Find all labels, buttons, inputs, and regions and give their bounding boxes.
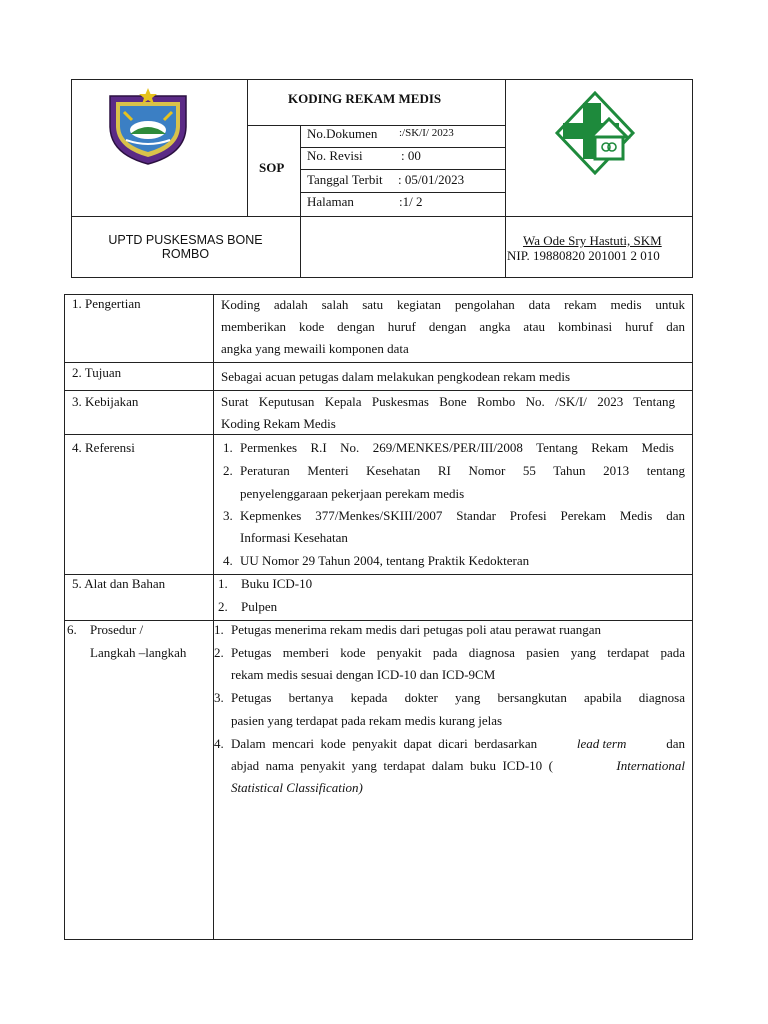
- prosedur-num: 1.: [214, 622, 224, 637]
- kebijakan-line: Surat Keputusan Kepala Puskesmas Bone Rombo No. /SK/I/ 2023 Tentang: [221, 394, 675, 409]
- prosedur-line: Statistical Classification): [231, 780, 363, 795]
- section-label-prosedur: Langkah –langkah: [90, 645, 187, 660]
- prosedur-line: Petugas bertanya kepada dokter yang bersangkutan apabila diagnosa: [231, 690, 685, 705]
- prosedur-num: 2.: [214, 645, 224, 660]
- referensi-line: Peraturan Menteri Kesehatan RI Nomor 55 Tahun 2013 tentang: [240, 463, 685, 478]
- org-name-line2: ROMBO: [161, 247, 210, 261]
- alat-item: Buku ICD-10: [241, 576, 313, 591]
- doc-number-label: No.Dokumen: [307, 126, 378, 141]
- prosedur-line: pasien yang terdapat pada rekam medis kurang jelas: [231, 713, 503, 728]
- referensi-line: UU Nomor 29 Tahun 2004, tentang Praktik Kedokteran: [240, 553, 530, 568]
- signer-nip: NIP. 19880820 201001 2 010: [507, 248, 660, 263]
- revision-label: No. Revisi: [307, 148, 363, 163]
- section-label-referensi: 4. Referensi: [72, 440, 135, 455]
- revision-value: : 00: [401, 148, 421, 163]
- issue-date-label: Tanggal Terbit: [307, 172, 383, 187]
- puskesmas-logo: [553, 91, 637, 175]
- referensi-num: 1.: [223, 440, 233, 455]
- pengertian-line: angka yang mewaili komponen data: [221, 341, 409, 356]
- prosedur-text: dan: [666, 736, 685, 751]
- pengertian-line: Koding adalah salah satu kegiatan pengolahan data rekam medis untuk: [221, 297, 685, 312]
- alat-item: Pulpen: [241, 599, 278, 614]
- referensi-num: 4.: [223, 553, 233, 568]
- sop-label: SOP: [259, 160, 285, 175]
- referensi-num: 2.: [223, 463, 233, 478]
- alat-num: 2.: [218, 599, 228, 614]
- doc-number-value: :/SK/I/ 2023: [399, 127, 454, 139]
- alat-num: 1.: [218, 576, 228, 591]
- prosedur-num: 4.: [214, 736, 224, 751]
- prosedur-num: 3.: [214, 690, 224, 705]
- referensi-line: penyelenggaraan pekerjaan perekam medis: [240, 486, 465, 501]
- prosedur-text: abjad nama penyakit yang terdapat dalam buku ICD-10 (: [231, 758, 554, 773]
- referensi-line: Permenkes R.I No. 269/MENKES/PER/III/2008 Tentang Rekam Medis: [240, 440, 674, 455]
- icd-term-text: International: [616, 758, 685, 773]
- document-title: KODING REKAM MEDIS: [288, 91, 442, 106]
- section-label-prosedur-num: 6.: [67, 622, 77, 637]
- section-label-prosedur: Prosedur /: [90, 622, 144, 637]
- prosedur-line: rekam medis sesuai dengan ICD-10 dan ICD-9CM: [231, 667, 496, 682]
- lead-term-text: lead term: [576, 736, 627, 751]
- issue-date-value: : 05/01/2023: [398, 172, 465, 187]
- referensi-line: Kepmenkes 377/Menkes/SKIII/2007 Standar Profesi Perekam Medis dan: [240, 508, 685, 523]
- prosedur-text: Dalam mencari kode penyakit dapat dicari berdasarkan: [231, 736, 538, 751]
- section-label-alat: 5. Alat dan Bahan: [72, 576, 166, 591]
- kebijakan-line: Koding Rekam Medis: [221, 416, 336, 431]
- page-label: Halaman: [307, 194, 354, 209]
- pengertian-line: memberikan kode dengan huruf dengan angka atau kombinasi huruf dan: [221, 319, 685, 334]
- page-value: :1/ 2: [399, 194, 423, 209]
- signer-name: Wa Ode Sry Hastuti, SKM: [523, 233, 662, 248]
- referensi-line: Informasi Kesehatan: [240, 530, 348, 545]
- prosedur-line: [231, 736, 685, 752]
- section-label-tujuan: 2. Tujuan: [72, 365, 122, 380]
- org-name-line1: UPTD PUSKESMAS BONE: [108, 233, 263, 247]
- section-label-pengertian: 1. Pengertian: [72, 296, 141, 311]
- tujuan-text: Sebagai acuan petugas dalam melakukan pengkodean rekam medis: [221, 369, 571, 384]
- prosedur-line: [231, 758, 685, 774]
- referensi-num: 3.: [223, 508, 233, 523]
- regional-emblem-logo: [106, 86, 190, 166]
- section-label-kebijakan: 3. Kebijakan: [72, 394, 139, 409]
- prosedur-line: Petugas memberi kode penyakit pada diagnosa pasien yang terdapat pada: [231, 645, 685, 660]
- prosedur-line: Petugas menerima rekam medis dari petugas poli atau perawat ruangan: [231, 622, 602, 637]
